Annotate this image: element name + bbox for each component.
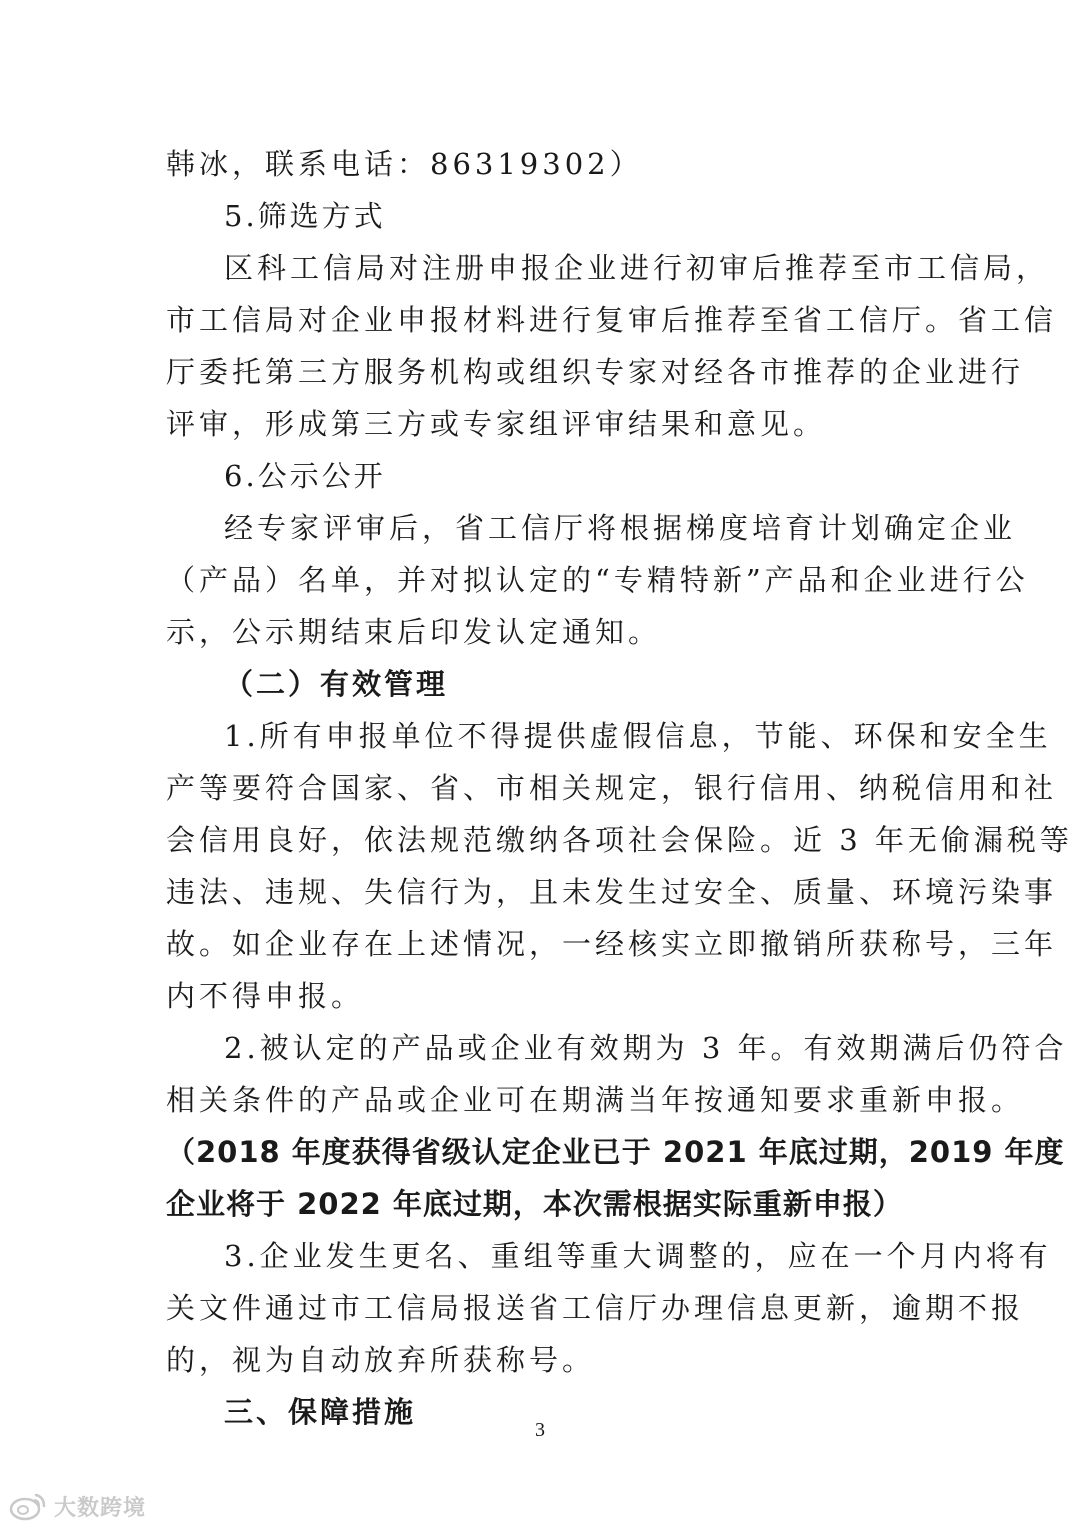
section-heading: 6.公示公开 — [224, 459, 386, 493]
watermark-text: 大数跨境 — [54, 1495, 147, 1521]
subsection-heading: （二）有效管理 — [224, 667, 449, 701]
page-number: 3 — [535, 1419, 545, 1441]
text-line: 相关条件的产品或企业可在期满当年按通知要求重新申报。 — [166, 1083, 1025, 1117]
text-line: 故。如企业存在上述情况，一经核实立即撤销所获称号，三年 — [166, 927, 1058, 961]
text-line: 经专家评审后，省工信厅将根据梯度培育计划确定企业 — [224, 511, 1017, 545]
text-line: 市工信局对企业申报材料进行复审后推荐至省工信厅。省工信 — [166, 303, 1058, 337]
text-line: （产品）名单，并对拟认定的“专精特新”产品和企业进行公 — [166, 563, 1029, 597]
section-heading: 三、保障措施 — [224, 1395, 417, 1429]
text-line: 的，视为自动放弃所获称号。 — [166, 1343, 596, 1377]
text-line: 评审，形成第三方或专家组评审结果和意见。 — [166, 407, 827, 441]
text-line: 3.企业发生更名、重组等重大调整的，应在一个月内将有 — [224, 1239, 1052, 1273]
text-line: 内不得申报。 — [166, 979, 365, 1013]
watermark — [8, 1490, 146, 1522]
text-line: 关文件通过市工信局报送省工信厅办理信息更新，逾期不报 — [166, 1291, 1025, 1325]
weibo-logo-icon — [8, 1491, 48, 1521]
bold-text-line: 企业将于 2022 年底过期，本次需根据实际重新申报） — [166, 1187, 903, 1221]
section-heading: 5.筛选方式 — [224, 199, 386, 233]
text-line: 2.被认定的产品或企业有效期为 3 年。有效期满后仍符合 — [224, 1031, 1068, 1065]
text-line: 厅委托第三方服务机构或组织专家对经各市推荐的企业进行 — [166, 355, 1025, 389]
text-line: 会信用良好，依法规范缴纳各项社会保险。近 3 年无偷漏税等 — [166, 823, 1073, 857]
bold-text-line: （2018 年度获得省级认定企业已于 2021 年底过期，2019 年度 — [166, 1135, 1065, 1169]
text-line: 韩冰，联系电话：86319302） — [166, 147, 643, 181]
text-line: 违法、违规、失信行为，且未发生过安全、质量、环境污染事 — [166, 875, 1058, 909]
text-line: 1.所有申报单位不得提供虚假信息，节能、环保和安全生 — [224, 719, 1052, 753]
text-line: 示，公示期结束后印发认定通知。 — [166, 615, 662, 649]
text-line: 产等要符合国家、省、市相关规定，银行信用、纳税信用和社 — [166, 771, 1058, 805]
text-line: 区科工信局对注册申报企业进行初审后推荐至市工信局， — [224, 251, 1050, 285]
